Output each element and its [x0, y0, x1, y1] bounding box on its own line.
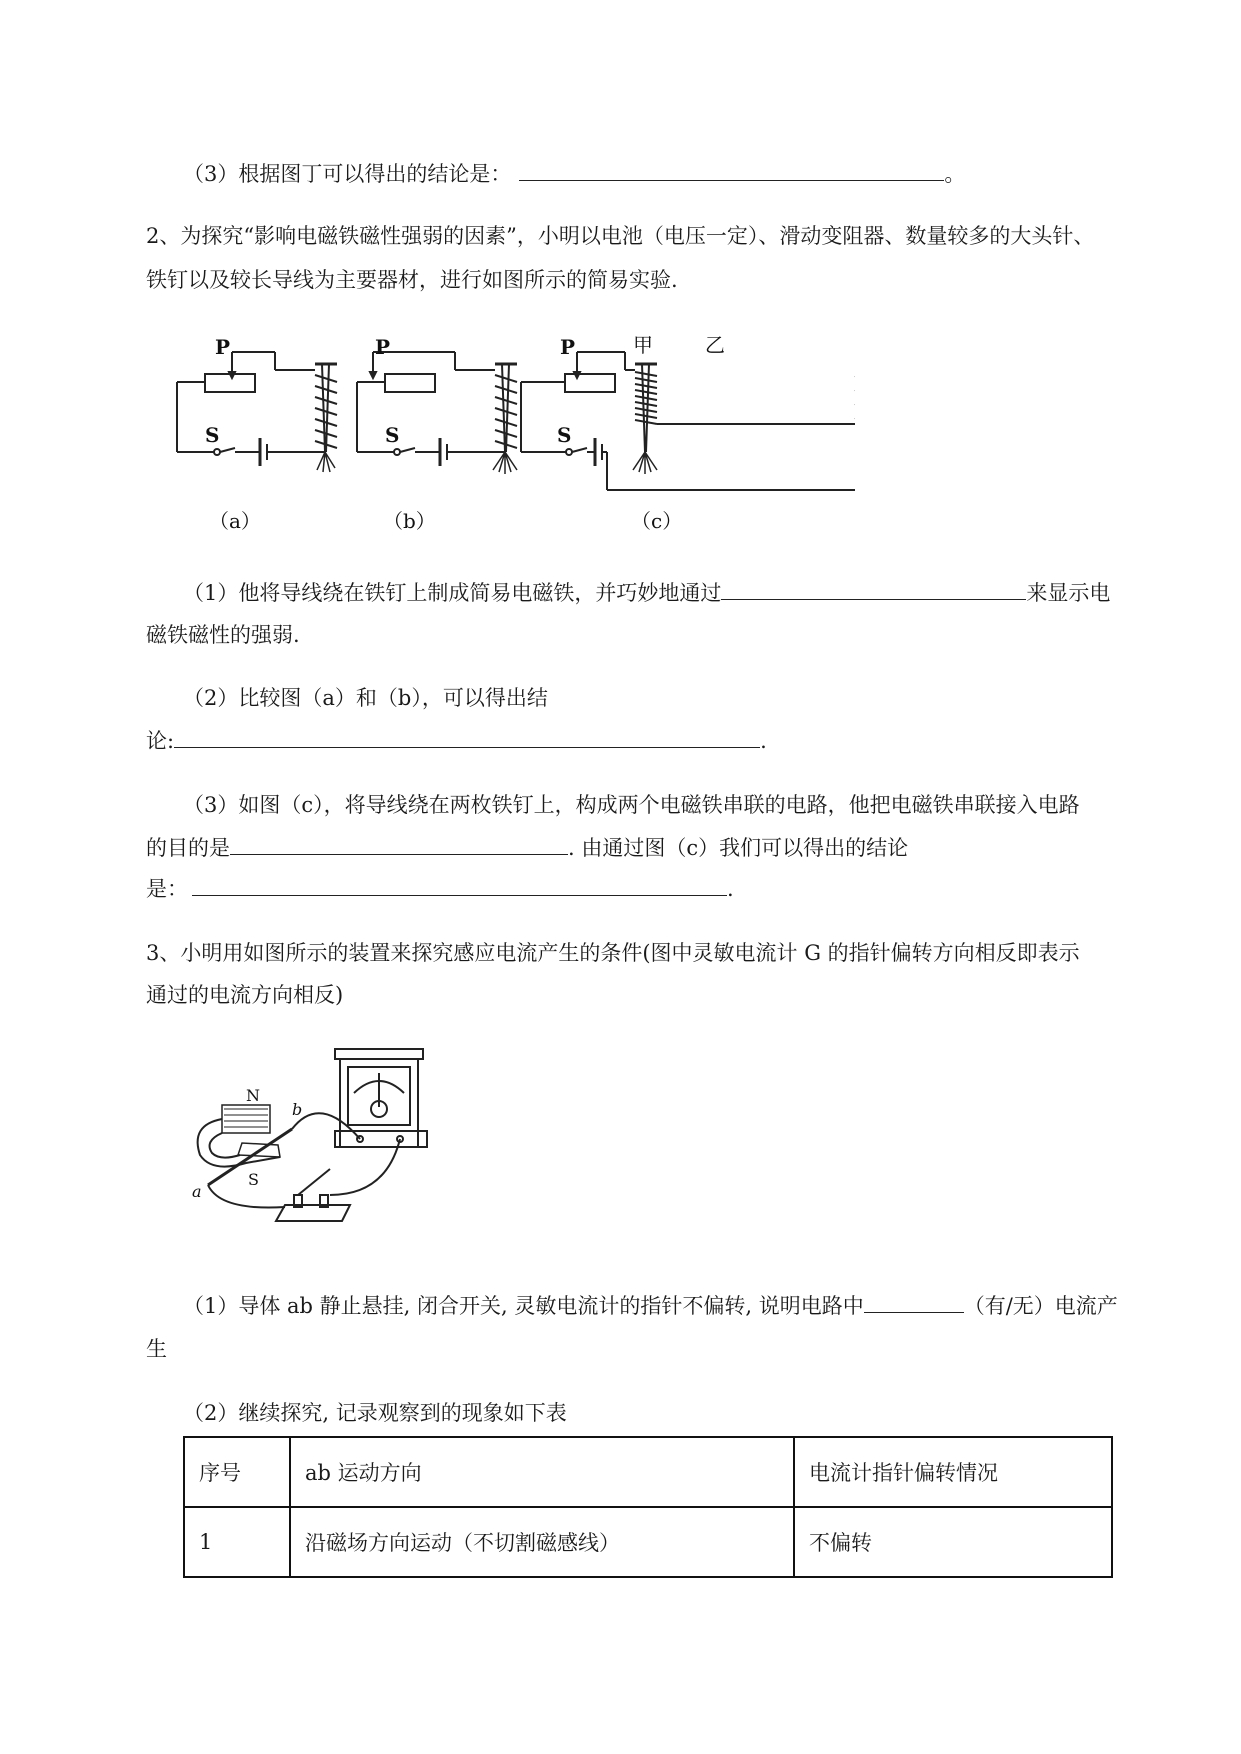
label-yi: 乙 — [705, 333, 725, 357]
q2-sub1-text-b: 来显示电 — [1026, 581, 1111, 605]
caption-a: （a） — [209, 509, 261, 533]
answer-blank[interactable] — [864, 1290, 964, 1313]
cell-direction: 沿磁场方向运动（不切割磁感线） — [290, 1507, 794, 1577]
q2-sub2-line1: （2）比较图（a）和（b），可以得出结 — [183, 686, 548, 710]
circuit-a — [177, 352, 337, 472]
q1-sub3-tail: 。 — [944, 162, 966, 186]
header-deflection: 电流计指针偏转情况 — [794, 1437, 1112, 1507]
q2-sub3-line1: （3）如图（c），将导线绕在两枚铁钉上，构成两个电磁铁串联的电路，他把电磁铁串联接入电路 — [183, 793, 1080, 817]
caption-b: （b） — [383, 509, 436, 533]
rheostat-a — [205, 374, 255, 392]
q3-sub1-line1 — [183, 1290, 1118, 1321]
answer-blank[interactable] — [230, 832, 568, 855]
label-p-b: P — [375, 335, 391, 359]
answer-blank[interactable] — [174, 725, 760, 748]
label-s-a: S — [205, 423, 220, 447]
q2-sub3-text-c: . 由通过图（c）我们可以得出的结论 — [568, 836, 909, 860]
switch-a — [214, 449, 220, 455]
table-row — [184, 1507, 1112, 1577]
answer-blank[interactable] — [192, 873, 727, 896]
caption-c: （c） — [631, 509, 683, 533]
q2-sub1-line1 — [183, 577, 1110, 608]
q3-sub2: （2）继续探究, 记录观察到的现象如下表 — [183, 1401, 567, 1425]
q2-sub2-tail: . — [760, 729, 767, 753]
q2-sub2-text-b: 论: — [146, 729, 175, 753]
galvanometer-top — [335, 1049, 423, 1059]
q2-sub2-line2 — [146, 725, 767, 756]
circuit-c — [521, 352, 855, 490]
answer-blank[interactable] — [721, 577, 1026, 600]
label-b: b — [292, 1100, 303, 1119]
cell-deflection: 不偏转 — [794, 1507, 1112, 1577]
label-a: a — [192, 1182, 202, 1201]
q2-intro-line1: 2、为探究“影响电磁铁磁性强弱的因素”，小明以电池（电压一定）、滑动变阻器、数量较多的大头针、 — [146, 224, 1095, 248]
header-index: 序号 — [184, 1437, 290, 1507]
observation-table — [183, 1436, 1113, 1578]
label-p-a: P — [215, 335, 231, 359]
q1-sub3 — [183, 158, 965, 189]
q2-sub3-line3 — [146, 873, 734, 904]
q2-sub1-text-a: （1）他将导线绕在铁钉上制成简易电磁铁，并巧妙地通过 — [183, 581, 722, 605]
label-n: N — [246, 1086, 260, 1105]
label-s: S — [248, 1170, 259, 1189]
table-header-row — [184, 1437, 1112, 1507]
q2-sub1-line2: 磁铁磁性的强弱. — [146, 623, 300, 647]
switch-base — [276, 1205, 350, 1221]
answer-blank[interactable] — [519, 158, 944, 181]
cell-index: 1 — [184, 1507, 290, 1577]
label-s-c: S — [557, 423, 572, 447]
q3-sub1-text-b: （有/无）电流产 — [963, 1294, 1118, 1318]
q3-sub1-line2: 生 — [146, 1337, 167, 1361]
circuit-b — [357, 352, 517, 474]
q2-intro-line2: 铁钉以及较长导线为主要器材，进行如图所示的简易实验. — [146, 268, 678, 292]
q3-intro-line1: 3、小明用如图所示的装置来探究感应电流产生的条件(图中灵敏电流计 G 的指针偏转方向相反即表示 — [146, 941, 1080, 965]
q2-sub3-tail: . — [727, 877, 734, 901]
q3-intro-line2: 通过的电流方向相反) — [146, 983, 344, 1007]
electromagnet-figure — [165, 330, 855, 540]
label-p-c: P — [560, 335, 576, 359]
label-jia: 甲 — [633, 333, 653, 357]
header-direction: ab 运动方向 — [290, 1437, 794, 1507]
q3-sub1-text-a: （1）导体 ab 静止悬挂, 闭合开关, 灵敏电流计的指针不偏转, 说明电路中 — [183, 1294, 864, 1318]
induction-apparatus-figure — [190, 1045, 450, 1240]
q2-sub3-line2 — [146, 832, 908, 863]
q2-sub3-text-d: 是： — [146, 877, 188, 901]
label-s-b: S — [385, 423, 400, 447]
q1-sub3-text: （3）根据图丁可以得出的结论是： — [183, 162, 512, 186]
q2-sub3-text-b: 的目的是 — [146, 836, 230, 860]
